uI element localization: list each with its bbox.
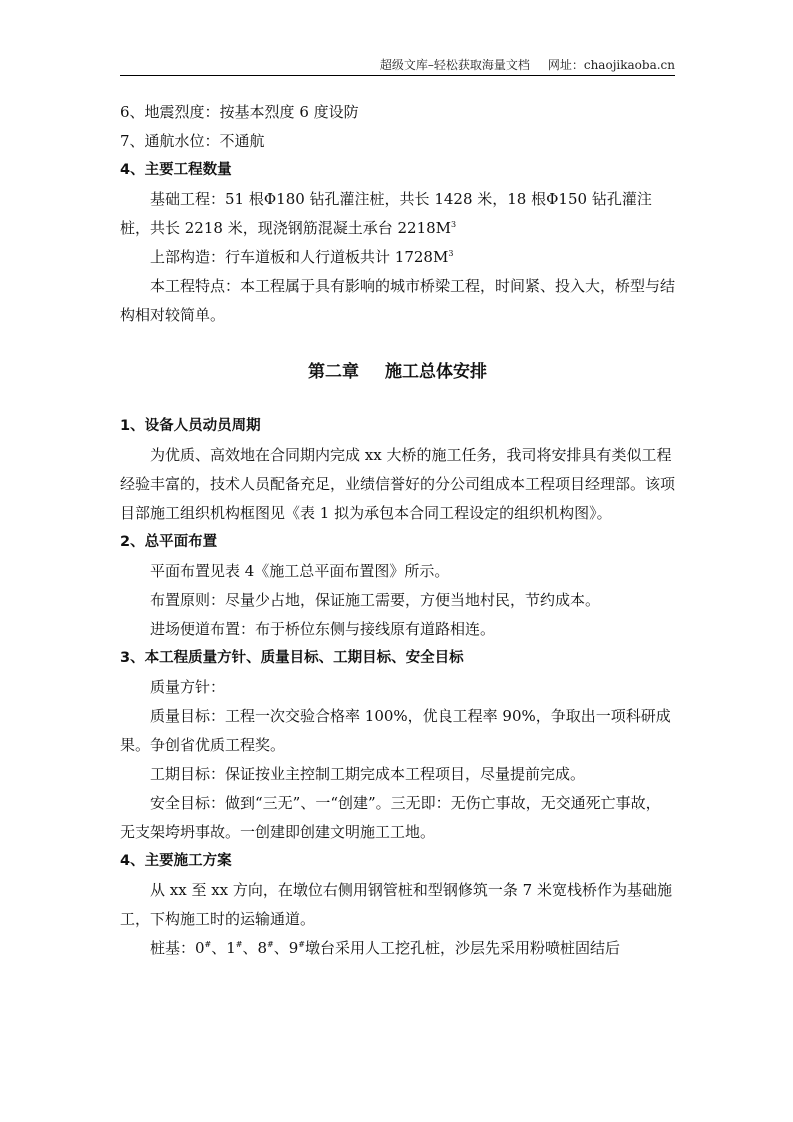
chapter-name: 施工总体安排: [385, 362, 487, 382]
para-quality-target: 质量目标：工程一次交验合格率 100%，优良工程率 90%，争取出一项科研成果。争创省优质工程奖。: [120, 707, 671, 754]
pier-mark-9: #: [298, 940, 305, 949]
para-superstructure: [120, 243, 675, 272]
para-quality-policy: 质量方针：: [150, 678, 226, 696]
para-features: 本工程特点：本工程属于具有影响的城市桥梁工程，时间紧、投入大，桥型与结构相对较简单。: [120, 277, 676, 324]
heading-mobilization: 1、设备人员动员周期: [120, 418, 261, 434]
para-access-road: 进场便道布置：布于桥位东侧与接线原有道路相连。: [150, 620, 496, 638]
piles-text-d: 、9: [273, 939, 299, 957]
item-earthquake: 6、地震烈度：按基本烈度 6 度设防: [120, 103, 359, 121]
pier-mark-0: #: [204, 940, 212, 949]
document-body: [120, 98, 675, 963]
para-trestle: 从 xx 至 xx 方向，在墩位右侧用钢管桩和型钢修筑一条 7 米宽栈桥作为基础施工，下构施工时的运输通道。: [120, 881, 672, 928]
superstructure-sup: 3: [448, 249, 454, 258]
header-site-slogan: 超级文库–轻松获取海量文档: [379, 58, 530, 72]
foundation-sup: 3: [451, 220, 457, 229]
chapter-title: [120, 356, 675, 388]
heading-construction-plan: 4、主要施工方案: [120, 853, 232, 869]
piles-text-e: 墩台采用人工挖孔桩，沙层先采用粉喷桩固结后: [305, 939, 621, 957]
piles-text-b: 、1: [211, 939, 236, 957]
superstructure-text: 上部构造：行车道板和人行道板共计 1728M: [150, 248, 449, 266]
para-schedule-target: 工期目标：保证按业主控制工期完成本工程项目，尽量提前完成。: [150, 765, 586, 783]
para-safety-target: 安全目标：做到“三无”、一“创建”。三无即：无伤亡事故，无交通死亡事故，无支架垮坍事故。一创建即创建文明施工工地。: [120, 794, 661, 841]
item-navigation: 7、通航水位：不通航: [120, 132, 265, 150]
heading-quantities: 4、主要工程数量: [120, 162, 232, 178]
header-divider: [120, 75, 675, 76]
page-header: [120, 56, 675, 73]
chapter-number: 第二章: [308, 362, 359, 382]
pier-mark-1: #: [235, 940, 243, 949]
para-foundation: [120, 185, 675, 243]
para-layout-ref: 平面布置见表 4《施工总平面布置图》所示。: [150, 562, 450, 580]
pier-mark-8: #: [267, 940, 274, 949]
para-mobilization: 为优质、高效地在合同期内完成 xx 大桥的施工任务，我司将安排具有类似工程经验丰富的，技术人员配备充足，业绩信誉好的分公司组成本工程项目经理部。该项目部施工组织机构框图见《表 1 拟为承包本合同工程设定的组织机构图》。: [120, 446, 676, 522]
foundation-text: 基础工程：51 根Φ180 钻孔灌注桩，共长 1428 米，18 根Φ150 钻孔灌注桩，共长 2218 米，现浇钢筋混凝土承台 2218M: [120, 190, 652, 237]
para-piles: [120, 934, 675, 963]
heading-layout: 2、总平面布置: [120, 534, 218, 550]
piles-text-a: 桩基：0: [150, 939, 205, 957]
header-url: 网址：chaojikaoba.cn: [547, 58, 675, 72]
piles-text-c: 、8: [242, 939, 268, 957]
para-layout-principle: 布置原则：尽量少占地，保证施工需要，方便当地村民，节约成本。: [150, 591, 601, 609]
heading-targets: 3、本工程质量方针、质量目标、工期目标、安全目标: [120, 650, 464, 666]
